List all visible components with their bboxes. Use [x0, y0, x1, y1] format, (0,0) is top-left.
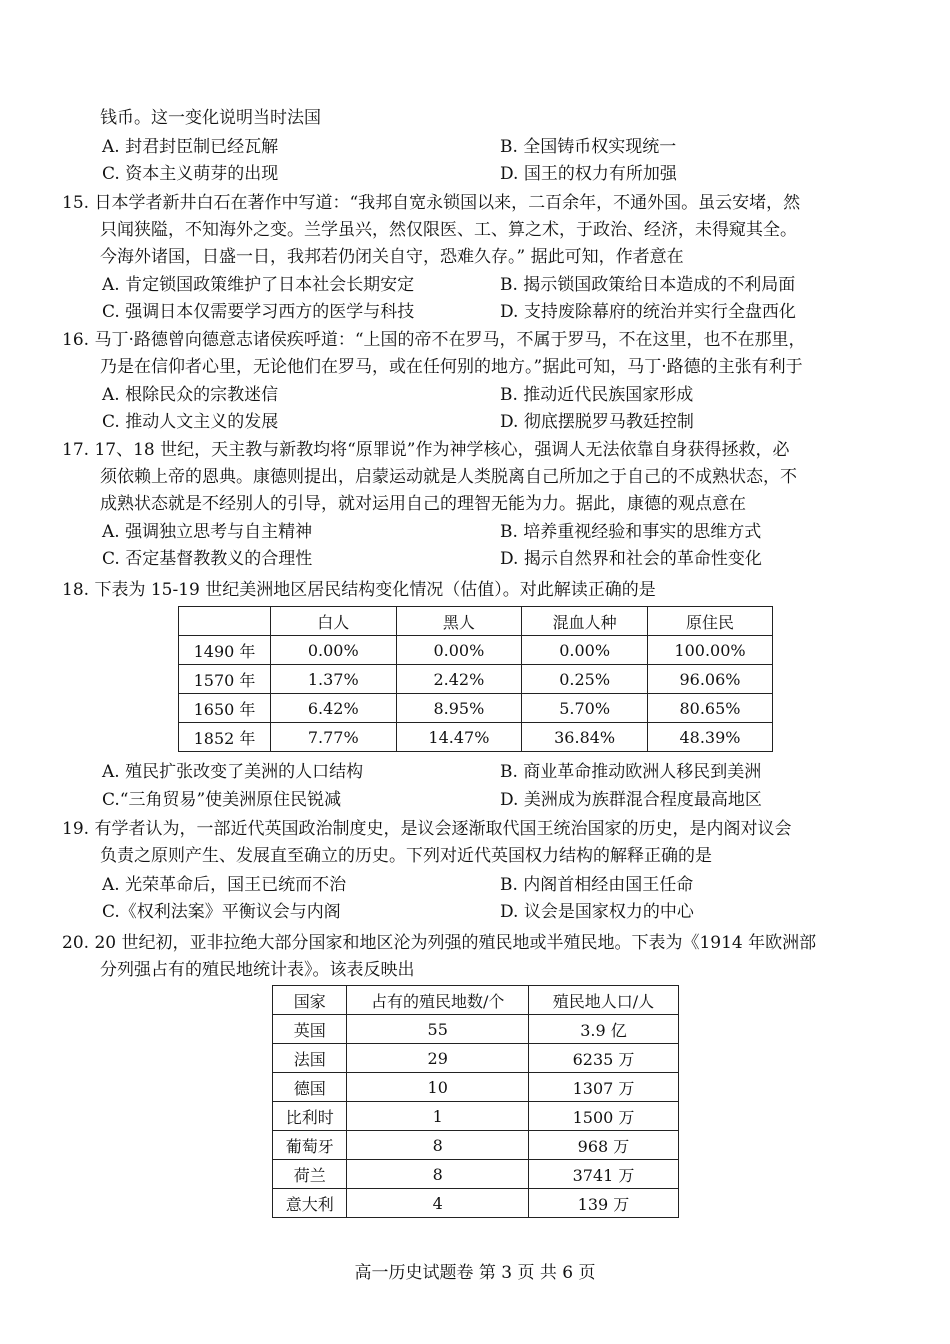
table-cell: 29	[347, 1044, 529, 1073]
table-header-cell: 占有的殖民地数/个	[347, 986, 529, 1015]
q14-option-a: A. 封君封臣制已经瓦解	[102, 137, 279, 157]
table-cell: 3.9 亿	[528, 1015, 678, 1044]
table-cell: 0.25%	[522, 665, 648, 694]
table-row	[179, 694, 773, 723]
table-header-cell: 白人	[271, 607, 397, 636]
q19-stem-line-2: 负责之原则产生、发展直至确立的历史。下列对近代英国权力结构的解释正确的是	[100, 846, 712, 866]
table-cell: 1570 年	[179, 665, 271, 694]
q17-stem-line-3: 成熟状态就是不经别人的引导，就对运用自己的理智无能为力。据此，康德的观点意在	[100, 494, 746, 514]
table-cell: 4	[347, 1189, 529, 1218]
table-cell: 意大利	[273, 1189, 347, 1218]
q16-option-c: C. 推动人文主义的发展	[102, 412, 279, 432]
q19-option-c: C.《权利法案》平衡议会与内阁	[102, 902, 341, 922]
table-cell: 0.00%	[396, 636, 522, 665]
q17-stem-line-1: 17. 17、18 世纪，天主教与新教均将“原罪说”作为神学核心，强调人无法依靠自身获得拯救，必	[62, 440, 790, 460]
table-cell: 葡萄牙	[273, 1131, 347, 1160]
table-cell: 德国	[273, 1073, 347, 1102]
table-row	[273, 1102, 679, 1131]
colony-statistics-table	[272, 985, 679, 1218]
table-header-cell: 混血人种	[522, 607, 648, 636]
q18-option-a: A. 殖民扩张改变了美洲的人口结构	[102, 762, 364, 782]
q16-option-a: A. 根除民众的宗教迷信	[102, 385, 279, 405]
table-cell: 8.95%	[396, 694, 522, 723]
q16-stem-line-2: 乃是在信仰者心里，无论他们在罗马，或在任何别的地方。”据此可知，马丁·路德的主张有利于	[100, 357, 803, 377]
q18-option-b: B. 商业革命推动欧洲人移民到美洲	[500, 762, 762, 782]
table-cell: 5.70%	[522, 694, 648, 723]
table-cell: 36.84%	[522, 723, 648, 752]
q19-option-b: B. 内阁首相经由国王任命	[500, 875, 694, 895]
q16-option-b: B. 推动近代民族国家形成	[500, 385, 694, 405]
table-cell: 80.65%	[648, 694, 773, 723]
q17-option-a: A. 强调独立思考与自主精神	[102, 522, 313, 542]
q14-option-c: C. 资本主义萌芽的出现	[102, 164, 279, 184]
table-cell: 1	[347, 1102, 529, 1131]
q17-option-d: D. 揭示自然界和社会的革命性变化	[500, 549, 762, 569]
q16-option-d: D. 彻底摆脱罗马教廷控制	[500, 412, 694, 432]
table-row	[179, 665, 773, 694]
q20-stem-line-2: 分列强占有的殖民地统计表》。该表反映出	[100, 960, 415, 980]
q14-option-b: B. 全国铸币权实现统一	[500, 137, 677, 157]
q15-stem-line-1: 15. 日本学者新井白石在著作中写道：“我邦自宽永锁国以来，二百余年，不通外国。虽云安堵，然	[62, 193, 801, 213]
table-row	[273, 1073, 679, 1102]
table-header-cell: 黑人	[396, 607, 522, 636]
table-cell: 比利时	[273, 1102, 347, 1131]
table-cell: 1500 万	[528, 1102, 678, 1131]
table-cell: 14.47%	[396, 723, 522, 752]
table-cell: 7.77%	[271, 723, 397, 752]
table-row	[179, 636, 773, 665]
table-cell: 55	[347, 1015, 529, 1044]
table-cell: 139 万	[528, 1189, 678, 1218]
q17-option-c: C. 否定基督教教义的合理性	[102, 549, 313, 569]
table-cell: 6235 万	[528, 1044, 678, 1073]
table-cell: 荷兰	[273, 1160, 347, 1189]
table-header-cell: 原住民	[648, 607, 773, 636]
table-cell: 法国	[273, 1044, 347, 1073]
q19-option-a: A. 光荣革命后，国王已统而不治	[102, 875, 347, 895]
table-cell: 3741 万	[528, 1160, 678, 1189]
q20-stem-line-1: 20. 20 世纪初，亚非拉绝大部分国家和地区沦为列强的殖民地或半殖民地。下表为《1914 年欧洲部	[62, 933, 817, 953]
table-cell: 8	[347, 1131, 529, 1160]
table-cell: 2.42%	[396, 665, 522, 694]
table-header-cell: 国家	[273, 986, 347, 1015]
table-cell: 1650 年	[179, 694, 271, 723]
table-cell: 英国	[273, 1015, 347, 1044]
table-row	[273, 1131, 679, 1160]
table-cell: 0.00%	[271, 636, 397, 665]
table-header-cell: 殖民地人口/人	[528, 986, 678, 1015]
table-row	[273, 1044, 679, 1073]
q18-option-c: C.“三角贸易”使美洲原住民锐减	[102, 790, 342, 810]
table-cell: 8	[347, 1160, 529, 1189]
q18-stem: 18. 下表为 15-19 世纪美洲地区居民结构变化情况（估值）。对此解读正确的是	[62, 580, 656, 600]
q15-option-d: D. 支持废除幕府的统治并实行全盘西化	[500, 302, 796, 322]
table-header-row	[179, 607, 773, 636]
table-cell: 1490 年	[179, 636, 271, 665]
table-row	[179, 723, 773, 752]
table-cell: 96.06%	[648, 665, 773, 694]
table-cell: 6.42%	[271, 694, 397, 723]
population-structure-table	[178, 606, 773, 752]
q15-option-c: C. 强调日本仅需要学习西方的医学与科技	[102, 302, 415, 322]
q15-option-b: B. 揭示锁国政策给日本造成的不利局面	[500, 275, 796, 295]
table-cell: 0.00%	[522, 636, 648, 665]
table-row	[273, 1189, 679, 1218]
q17-option-b: B. 培养重视经验和事实的思维方式	[500, 522, 762, 542]
q15-stem-line-3: 今海外诸国，日盛一日，我邦若仍闭关自守，恐难久存。” 据此可知，作者意在	[100, 247, 684, 267]
table-cell: 968 万	[528, 1131, 678, 1160]
table-cell: 10	[347, 1073, 529, 1102]
page-footer: 高一历史试题卷 第 3 页 共 6 页	[354, 1263, 596, 1283]
q17-stem-line-2: 须依赖上帝的恩典。康德则提出，启蒙运动就是人类脱离自己所加之于自己的不成熟状态，不	[100, 467, 797, 487]
table-cell: 1852 年	[179, 723, 271, 752]
table-cell: 48.39%	[648, 723, 773, 752]
table-header-cell	[179, 607, 271, 636]
question-14-stem-tail: 钱币。这一变化说明当时法国	[100, 108, 321, 128]
table-cell: 1.37%	[271, 665, 397, 694]
table-row	[273, 1160, 679, 1189]
q14-option-d: D. 国王的权力有所加强	[500, 164, 677, 184]
q19-option-d: D. 议会是国家权力的中心	[500, 902, 694, 922]
table-row	[273, 1015, 679, 1044]
q18-option-d: D. 美洲成为族群混合程度最高地区	[500, 790, 762, 810]
q15-option-a: A. 肯定锁国政策维护了日本社会长期安定	[102, 275, 415, 295]
q16-stem-line-1: 16. 马丁·路德曾向德意志诸侯疾呼道：“上国的帝不在罗马，不属于罗马，不在这里，也不在那里，	[62, 330, 806, 350]
q19-stem-line-1: 19. 有学者认为，一部近代英国政治制度史，是议会逐渐取代国王统治国家的历史，是内阁对议会	[62, 819, 792, 839]
q15-stem-line-2: 只闻狭隘，不知海外之变。兰学虽兴，然仅限医、工、算之术，于政治、经济，未得窥其全。	[100, 220, 797, 240]
table-cell: 1307 万	[528, 1073, 678, 1102]
table-header-row	[273, 986, 679, 1015]
table-cell: 100.00%	[648, 636, 773, 665]
